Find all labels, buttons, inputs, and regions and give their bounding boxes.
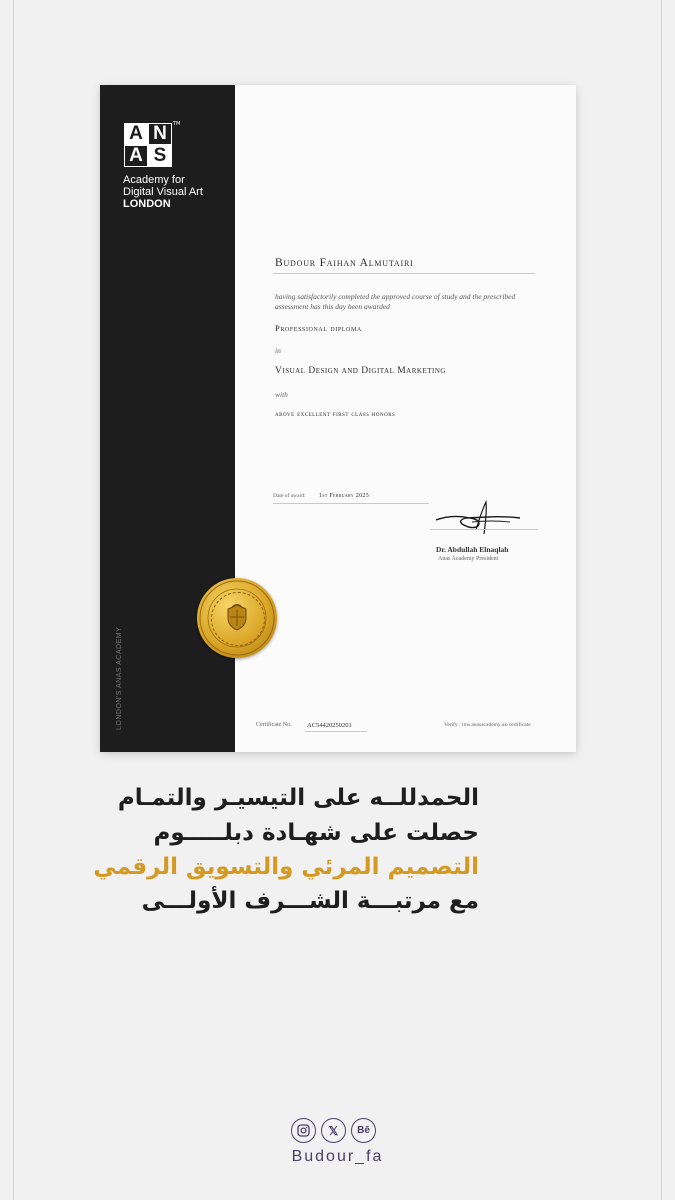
date-value: 1st February 2025 bbox=[319, 493, 369, 499]
instagram-icon bbox=[297, 1124, 310, 1137]
verify-url: Verify : lms.anasacademy.uk/certificate bbox=[444, 722, 531, 728]
academy-logo bbox=[124, 123, 172, 167]
date-underline bbox=[273, 503, 429, 504]
academy-line1: Academy for bbox=[123, 174, 185, 186]
social-handle: Budour_fa bbox=[291, 1148, 384, 1165]
honors-level: above excellent first class honors bbox=[275, 409, 396, 418]
certificate-number-underline bbox=[305, 731, 367, 732]
behance-button[interactable] bbox=[351, 1118, 376, 1143]
certificate-number-label: Certificate No. bbox=[256, 722, 292, 728]
logo-letter: S bbox=[148, 145, 172, 167]
award-type: Professional diploma bbox=[275, 323, 362, 333]
x-button[interactable] bbox=[321, 1118, 346, 1143]
signature-underline bbox=[430, 529, 538, 530]
date-label: Date of award: bbox=[273, 493, 306, 499]
signature-icon bbox=[432, 500, 526, 536]
course-title: Visual Design and Digital Marketing bbox=[275, 366, 446, 376]
behance-icon: Bē bbox=[357, 1125, 370, 1136]
certificate bbox=[100, 85, 576, 752]
caption-line-3: التصميم المرئي والتسويق الرقمي bbox=[93, 854, 479, 880]
frame-line-right bbox=[661, 0, 662, 1200]
in-connector: in bbox=[275, 346, 281, 355]
academy-city: LONDON bbox=[123, 198, 171, 210]
gold-seal-icon bbox=[197, 578, 277, 658]
social-links bbox=[291, 1118, 376, 1143]
with-connector: with bbox=[275, 390, 288, 399]
logo-letter: A bbox=[124, 123, 148, 145]
x-icon: 𝕏 bbox=[328, 1123, 339, 1138]
logo-letter: N bbox=[148, 123, 172, 145]
certificate-number: AC54420250201 bbox=[307, 722, 352, 729]
academy-name bbox=[123, 174, 203, 210]
frame-line-left bbox=[13, 0, 14, 1200]
recipient-name: Budour Faihan Almutairi bbox=[275, 257, 414, 269]
academy-line2: Digital Visual Art bbox=[123, 186, 203, 198]
signer-name: Dr. Abdullah Elnaqlah bbox=[436, 545, 509, 554]
signer-title: Anas Academy President bbox=[438, 556, 499, 562]
caption-line-4: مع مرتبـــة الشـــرف الأولـــى bbox=[141, 888, 479, 914]
instagram-button[interactable] bbox=[291, 1118, 316, 1143]
award-statement: having satisfactorily completed the approved course of study and the prescribed assessment has this day been awarded bbox=[275, 292, 516, 311]
logo-letter: A bbox=[124, 145, 148, 167]
logo-trademark: TM bbox=[173, 121, 181, 127]
crest-icon bbox=[223, 602, 251, 632]
caption-line-2: حصلت على شهـادة دبلـــــوم bbox=[153, 820, 479, 846]
name-underline bbox=[273, 273, 535, 274]
vertical-brand-text: LONDON'S ANAS ACADEMY bbox=[116, 626, 123, 730]
caption-line-1: الحمدللــه على التيسيـر والتمـام bbox=[117, 785, 479, 811]
